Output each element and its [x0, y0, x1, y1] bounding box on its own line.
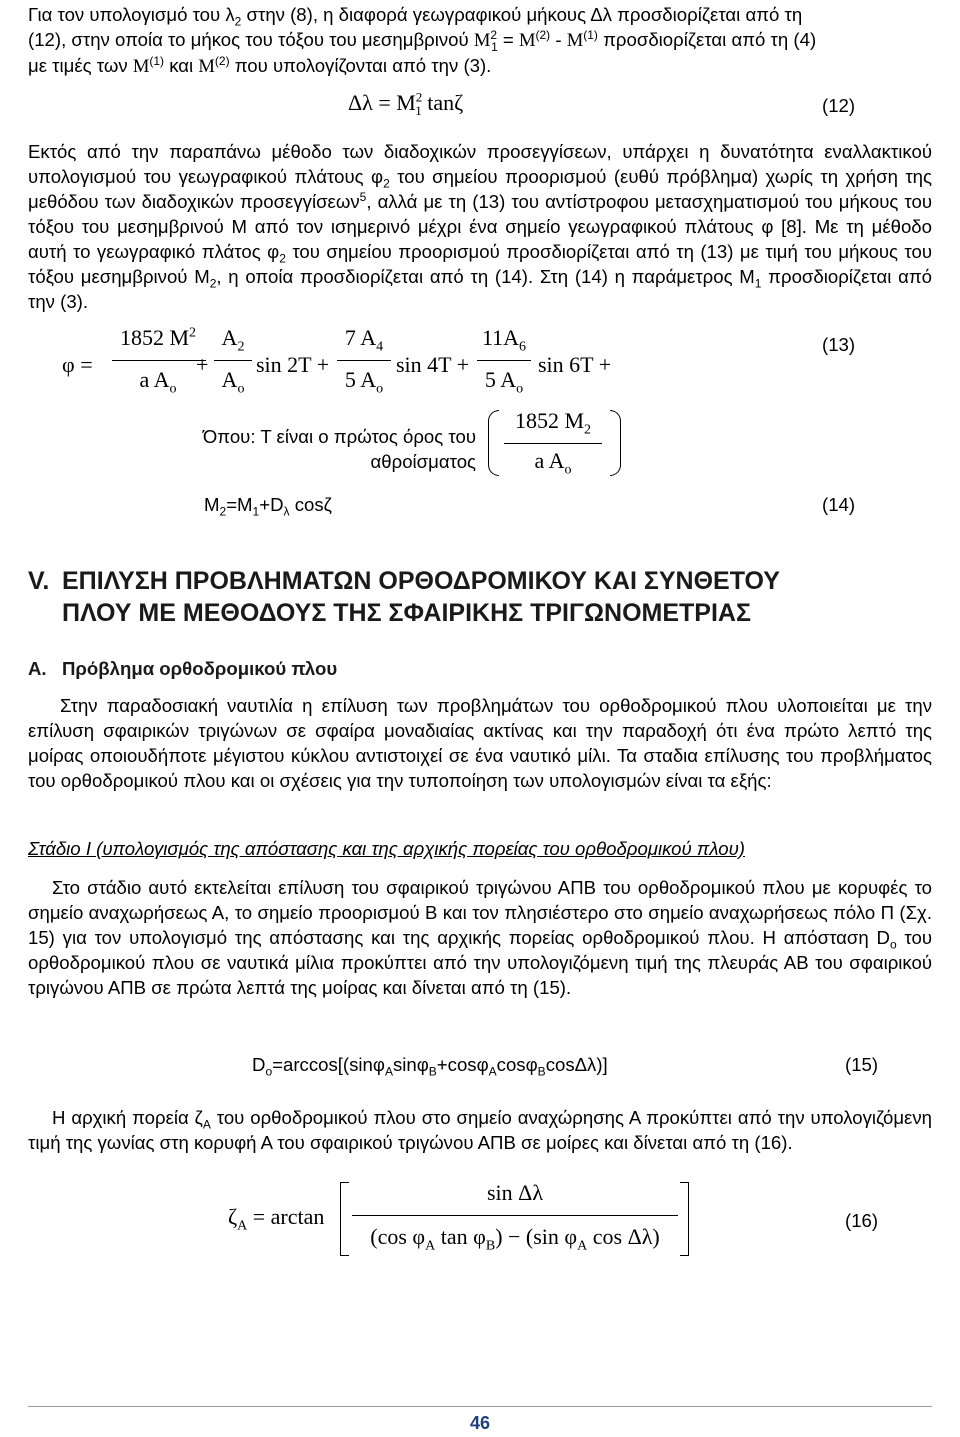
eq13-frac4-den: 5 $A_o$ [484, 367, 524, 397]
eq13-frac1-num: 1852 $M^2$ [119, 325, 197, 350]
eq13-where-line-2: αθροίσματος [370, 451, 476, 472]
eq13-phi: φ = [62, 352, 93, 377]
eq13-frac2-den: $A_o$ [221, 367, 245, 397]
eq13-frac3-line [337, 360, 391, 361]
section-numeral: V. [28, 567, 50, 595]
intro-line-1: Για τον υπολογισμό του $\lambda_2$ στην (8), η διαφορά γεωγραφικού μήκους Δλ προσδιορίζεται από τη [28, 4, 803, 29]
paragraph-traditional-navigation: Στην παραδοσιακή ναυτιλία η επίλυση των προβλημάτων του ορθοδρομικού πλου υλοποιείται με την επίλυση σφαιρικών τριγώνων σε σφαίρα μοναδιαίας ακτίνας και την παραδοχή ότι ένα πρώτο λεπτό της μοίρας οποιουδήποτε μέγιστου κύκλου αντιστοιχεί σε ένα ναυτικό μίλι. Τα σταδια επίλυσης του προβλήματος του ορθοδρομικού πλου και οι σχέσεις για την τυποποίηση των υπολογισμών είναι τα εξής: [28, 695, 932, 791]
eq13-term2: sin 2T + [256, 352, 330, 377]
eq13-frac4-line [477, 360, 531, 361]
footer-rule [28, 1406, 932, 1407]
eq13-where-note [136, 424, 476, 474]
paragraph-stage-1: Στο στάδιο αυτό εκτελείται επίλυση του σφαιρικού τριγώνου ΑΠΒ του ορθοδρομικού πλου με κορυφές το σημείο αναχωρήσεως Α, το σημείο προορισμού Β και τον πλησιέστερο στο σημείο αναχωρήσεως πόλο Π (Σχ. 15) για τον υπολογισμό της απόστασης και της αρχικής πορείας ορθοδρομικού πλου. Η απόσταση $D_o$ του ορθοδρομικού πλου σε ναυτικά μίλια προκύπτει από την υπολογιζόμενη τιμή της πλευράς ΑΒ του σφαιρικού τριγώνου ΑΠΒ σε πρώτα λεπτά της μοίρας και δίνεται από τη (15). [28, 877, 932, 998]
stage-1-heading: Στάδιο I (υπολογισμός της απόστασης και της αρχικής πορείας του ορθοδρομικού πλου) [28, 838, 746, 859]
eq13-plus: + [196, 352, 209, 377]
equation-13-number: (13) [822, 334, 856, 355]
equation-14: $M_2=M_1+D_\lambda$ cosζ [204, 494, 332, 519]
eq16-numerator: sin Δλ [487, 1180, 543, 1205]
eq13-T-line [504, 443, 602, 444]
equation-14-number: (14) [822, 494, 856, 515]
page-number: 46 [469, 1413, 491, 1433]
equation-15-number: (15) [845, 1054, 879, 1075]
eq13-term3: sin 4T + [396, 352, 470, 377]
eq13-paren-right [610, 410, 621, 476]
paragraph-initial-course: Η αρχική πορεία $\zeta_A$ του ορθοδρομικού πλου στο σημείο αναχώρησης Α προκύπτει από την υπολογιζόμενη τιμή της γωνίας στη κορυφή Α του σφαιρικού τριγώνου ΑΠΒ σε μοίρες και δίνεται από τη (16). [28, 1107, 932, 1153]
eq16-bracket-left [340, 1182, 349, 1256]
equation-16-number: (16) [845, 1210, 879, 1231]
section-title-line-2: ΠΛΟΥ ΜΕ ΜΕΘΟΔΟΥΣ ΤΗΣ ΣΦΑΙΡΙΚΗΣ ΤΡΙΓΩΝΟΜΕΤΡΙΑΣ [62, 599, 751, 627]
eq16-bracket-right [680, 1182, 689, 1256]
eq13-T-num: 1852 $M_2$ [514, 408, 592, 438]
eq13-frac4-num: $11A_6$ [481, 325, 527, 355]
eq13-frac2-num: $A_2$ [221, 325, 245, 355]
paragraph-intro [28, 2, 932, 79]
section-title [62, 565, 932, 629]
equation-12-number: (12) [822, 95, 856, 116]
eq16-fraction-line [352, 1215, 678, 1216]
eq13-frac3-den: 5 $A_o$ [344, 367, 384, 397]
eq13-term4: sin 6T + [538, 352, 612, 377]
equation-15: $D_o=\arccos[(\sin\varphi_A\sin\varphi_B+\cos\varphi_A\cos\varphi_B\cos\Delta\lambda)]$ [252, 1054, 608, 1079]
intro-line-3: με τιμές των $M^{(1)}$ και $M^{(2)}$ που υπολογίζονται από την (3). [28, 53, 492, 77]
eq13-T-den: a $A_o$ [534, 448, 572, 478]
eq16-denominator: (cos $\varphi_A$ $\tan \varphi_B) - (\sin$ $\varphi_A$ cos Δλ) [370, 1224, 660, 1254]
equation-12: $\Delta\lambda = M^2_1$ tanζ [348, 89, 464, 119]
eq13-frac1-line [112, 360, 206, 361]
eq13-frac1-den: a $A_o$ [139, 367, 177, 397]
subsection-letter: Α. [28, 658, 47, 679]
section-title-line-1: ΕΠΙΛΥΣΗ ΠΡΟΒΛΗΜΑΤΩΝ ΟΡΘΟΔΡΟΜΙΚΟΥ ΚΑΙ ΣΥΝΘΕΤΟΥ [62, 567, 780, 595]
subsection-title: Πρόβλημα ορθοδρομικού πλου [62, 658, 338, 679]
paragraph-alternative-method: Εκτός από την παραπάνω μέθοδο των διαδοχικών προσεγγίσεων, υπάρχει η δυνατότητα εναλλακτικού υπολογισμού του γεωγραφικού πλάτους $\varphi_2$ του σημείου προορισμού (ευθύ πρόβλημα) χωρίς τη χρήση της μεθόδου των διαδοχικών προσεγγίσεων$^5$, αλλά με τη (13) του αντίστροφου μετασχηματισμού του μήκους του τόξου του μεσημβρινού Μ από τον ισημερινό μέχρι ένα σημείο γεωγραφικού πλάτους φ [8]. Με τη μέθοδο αυτή το γεωγραφικό πλάτος $\varphi_2$ του σημείου προορισμού προσδιορίζεται από τη (13) με τιμή του μήκους του τόξου μεσημβρινού $M_2$, η οποία προσδιορίζεται από τη (14). Στη (14) η παράμετρος $M_1$ προσδιορίζεται από την (3). [28, 141, 933, 312]
eq13-frac2-line [214, 360, 252, 361]
intro-line-2: (12), στην οποία το μήκος του τόξου του μεσημβρινού $M^2_1 = M^{(2)} - M^{(1)}$ προσδιορίζεται από τη (4) [28, 27, 817, 54]
eq16-lhs: $\zeta_A = \arctan$ [228, 1204, 325, 1234]
eq13-frac3-num: 7 $A_4$ [344, 325, 384, 355]
eq13-where-line-1: Όπου: Τ είναι ο πρώτος όρος του [202, 426, 476, 447]
